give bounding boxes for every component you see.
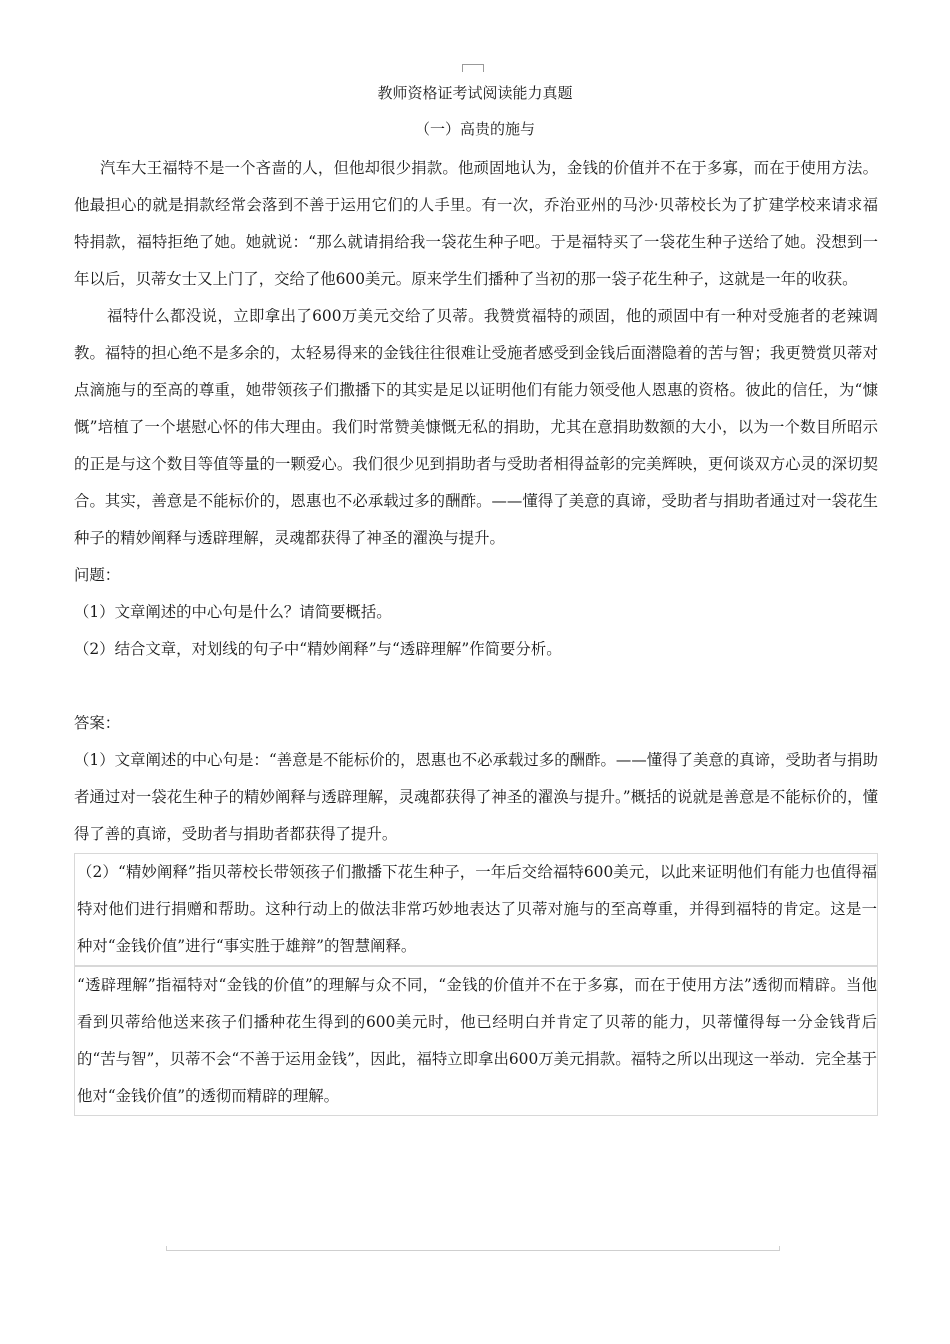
answer-2-part-2: “透辟理解”指福特对“金钱的价值”的理解与众不同，“金钱的价值并不在于多寡，而在于使用方法”透彻而精辟。当他看到贝蒂给他送来孩子们播种花生得到的600美元时，他已经明白并肯定了贝蒂的能力，贝蒂懂得每一分金钱背后的“苦与智”，贝蒂不会“不善于运用金钱”，因此，福特立即拿出600万美元捐款。福特之所以出现这一举动．完全基于他对“金钱价值”的透彻而精辟的理解。 [74, 966, 878, 1116]
page-top-mark [462, 64, 484, 72]
passage-title: （一）高贵的施与 [414, 120, 535, 138]
passage-paragraph-1: 汽车大王福特不是一个吝啬的人，但他却很少捐款。他顽固地认为，金钱的价值并不在于多寡，而在于使用方法。他最担心的就是捐款经常会落到不善于运用它们的人手里。有一次，乔治亚州的马沙·贝蒂校长为了扩建学校来请求福特捐款，福特拒绝了她。她就说：“那么就请捐给我一袋花生种子吧。于是福特买了一袋花生种子送给了她。没想到一年以后，贝蒂女士又上门了，交给了他600美元。原来学生们播种了当初的那一袋子花生种子，这就是一年的收获。 [74, 159, 878, 288]
passage-paragraph-2: 福特什么都没说，立即拿出了600万美元交给了贝蒂。我赞赏福特的顽固，他的顽固中有一种对受施者的老辣调教。福特的担心绝不是多余的，太轻易得来的金钱往往很难让受施者感受到金钱后面潜隐着的苦与智；我更赞赏贝蒂对点滴施与的至高的尊重，她带领孩子们撒播下的其实是足以证明他们有能力领受他人恩惠的资格。彼此的信任，为“慷慨”培植了一个堪慰心怀的伟大理由。我们时常赞美慷慨无私的捐助，尤其在意捐助数额的大小，以为一个数目所昭示的正是与这个数目等值等量的一颗爱心。我们很少见到捐助者与受助者相得益彰的完美辉映，更何谈双方心灵的深切契合。其实，善意是不能标价的，恩惠也不必承载过多的酬酢。——懂得了美意的真谛，受助者与捐助者通过对一袋花生种子的精妙阐释与透辟理解，灵魂都获得了神圣的濯涣与提升。 [74, 307, 878, 547]
document-body [74, 150, 878, 1116]
spacer [74, 668, 878, 705]
questions-label: 问题： [74, 566, 121, 584]
answer-2-part-1: （2）“精妙阐释”指贝蒂校长带领孩子们撒播下花生种子，一年后交给福特600美元，以此来证明他们有能力也值得福特对他们进行捐赠和帮助。这种行动上的做法非常巧妙地表达了贝蒂对施与的至高尊重，并得到福特的肯定。这是一种对“金钱价值”进行“事实胜于雄辩”的智慧阐释。 [74, 853, 878, 966]
question-2: （2）结合文章，对划线的句子中“精妙阐释”与“透辟理解”作简要分析。 [74, 640, 562, 658]
page-title: 教师资格证考试阅读能力真题 [377, 84, 573, 102]
page-footer-line [166, 1246, 780, 1251]
question-1: （1）文章阐述的中心句是什么？请简要概括。 [74, 603, 392, 621]
answer-1: （1）文章阐述的中心句是：“善意是不能标价的，恩惠也不必承载过多的酬酢。——懂得了美意的真谛，受助者与捐助者通过对一袋花生种子的精妙阐释与透辟理解，灵魂都获得了神圣的濯涣与提升。”概括的说就是善意是不能标价的，懂得了善的真谛，受助者与捐助者都获得了提升。 [74, 751, 878, 843]
answers-label: 答案： [74, 714, 121, 732]
